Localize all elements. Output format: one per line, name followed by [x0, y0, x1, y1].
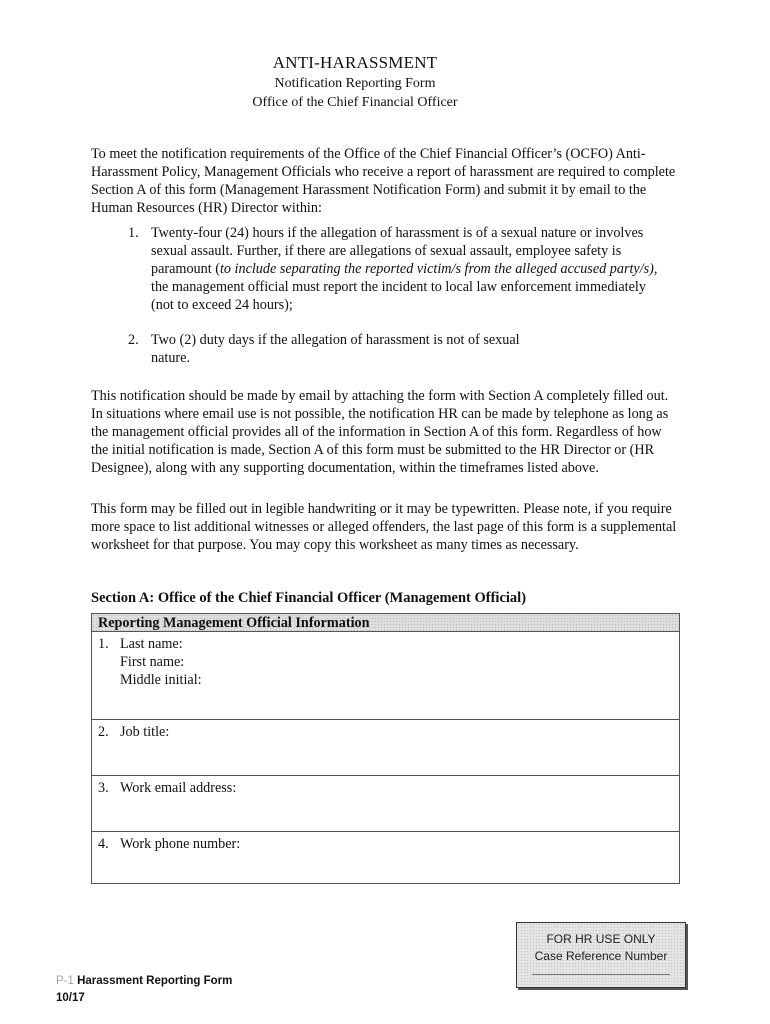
footer-form-name: Harassment Reporting Form [77, 975, 233, 987]
notification-paragraph: This notification should be made by email by attaching the form with Section A completely filled out. In situations where email use is not possible, the notification HR can be made by telephone as long as the management official provides all of the information in Section A of this form. Regardless of how the initial notification is made, Section A of this form must be submitted to the HR Director or (HR Designee), along with any supporting documentation, within the timeframes listed above. [91, 388, 669, 476]
document-title: ANTI-HARASSMENT [272, 53, 438, 72]
document-subtitle: Notification Reporting Form [274, 76, 436, 91]
row-number: 1. [98, 636, 109, 652]
page-number: P-1 [56, 975, 74, 987]
work-phone-label: Work phone number: [120, 836, 241, 852]
hr-use-only-label: FOR HR USE ONLY [546, 932, 656, 946]
last-name-label: Last name: [120, 636, 183, 652]
office-name: Office of the Chief Financial Officer [252, 95, 458, 110]
management-official-form [91, 613, 680, 884]
case-reference-label: Case Reference Number [534, 949, 668, 963]
list-item-text: Twenty-four (24) hours if the allegation of harassment is of a sexual nature or involves sexual assault. Further, if there are allegations of sexual assault, employee safety is paramount (to include separating the reported victim/s from the alleged accused party/s), the management official must report the incident to local law enforcement immediately (not to exceed 24 hours); [151, 225, 658, 313]
row-number: 4. [98, 836, 109, 852]
list-item-number: 2. [128, 332, 139, 348]
job-title-label: Job title: [120, 724, 170, 740]
case-reference-line[interactable] [532, 974, 670, 975]
work-email-field-row[interactable] [92, 776, 679, 832]
job-title-field-row[interactable] [92, 720, 679, 776]
row-number: 3. [98, 780, 109, 796]
work-phone-field-row[interactable] [92, 832, 679, 883]
italic-note: to include separating the reported victim/s from the alleged accused party/s) [219, 261, 654, 277]
work-email-label: Work email address: [120, 780, 237, 796]
hr-use-only-box [516, 922, 686, 988]
middle-initial-label: Middle initial: [120, 672, 202, 688]
form-table-header: Reporting Management Official Information [92, 614, 679, 632]
handwriting-paragraph: This form may be filled out in legible handwriting or it may be typewritten. Please note, if you require more space to list additional witnesses or alleged offenders, the last page of this form is a supplemental worksheet for that purpose. You may copy this worksheet as many times as necessary. [91, 501, 677, 553]
document-header [0, 52, 710, 112]
intro-paragraph: To meet the notification requirements of the Office of the Chief Financial Officer’s (OCFO) Anti-Harassment Policy, Management Officials who receive a report of harassment are required to complete Section A of this form (Management Harassment Notification Form) and submit it by email to the Human Resources (HR) Director within: [91, 146, 676, 216]
list-item-number: 1. [128, 225, 139, 241]
name-field-row[interactable] [92, 632, 679, 720]
page-footer [56, 973, 232, 1007]
row-number: 2. [98, 724, 109, 740]
section-a-title: Section A: Office of the Chief Financial Officer (Management Official) [91, 590, 527, 606]
footer-date: 10/17 [56, 992, 85, 1004]
first-name-label: First name: [120, 654, 185, 670]
list-item-text: Two (2) duty days if the allegation of harassment is not of sexual nature. [151, 332, 520, 366]
